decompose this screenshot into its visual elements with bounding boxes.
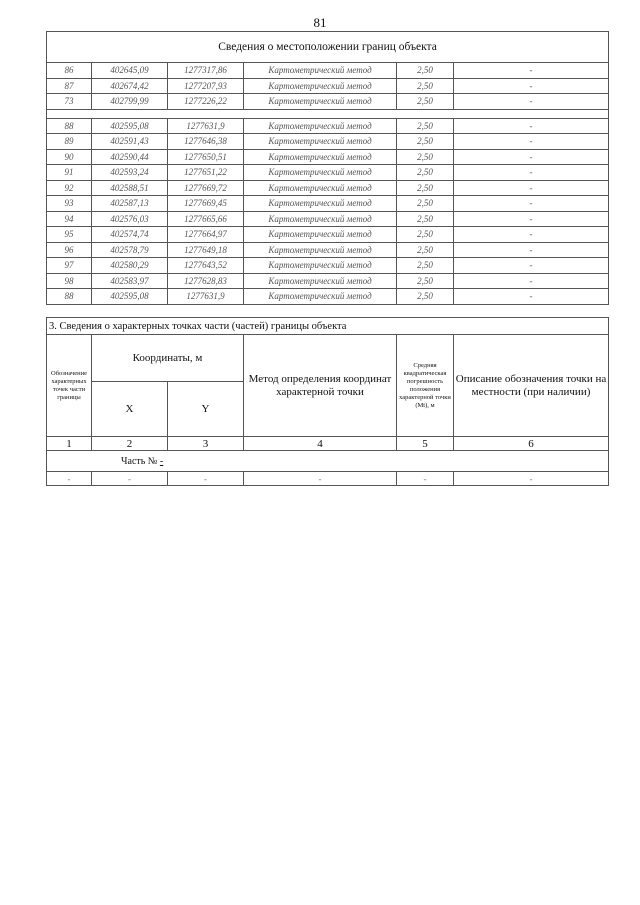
x-coordinate-cell: 402591,43 (92, 134, 168, 150)
accuracy-cell: 2,50 (397, 273, 454, 289)
header-method: Метод определения координат характерной точки (244, 335, 397, 437)
point-number-cell: 98 (47, 273, 92, 289)
description-cell: - (454, 289, 609, 305)
point-number-cell: 97 (47, 258, 92, 274)
empty-cell: - (244, 472, 397, 486)
y-coordinate-cell: 1277669,45 (168, 196, 244, 212)
description-cell: - (454, 196, 609, 212)
point-number-cell: 94 (47, 211, 92, 227)
accuracy-cell: 2,50 (397, 63, 454, 79)
description-cell: - (454, 273, 609, 289)
accuracy-cell: 2,50 (397, 258, 454, 274)
method-cell: Картометрический метод (244, 149, 397, 165)
y-coordinate-cell: 1277664,97 (168, 227, 244, 243)
y-coordinate-cell: 1277207,93 (168, 78, 244, 94)
accuracy-cell: 2,50 (397, 165, 454, 181)
method-cell: Картометрический метод (244, 227, 397, 243)
description-cell: - (454, 149, 609, 165)
method-cell: Картометрический метод (244, 78, 397, 94)
y-coordinate-cell: 1277631,9 (168, 118, 244, 134)
description-cell: - (454, 94, 609, 110)
description-cell: - (454, 242, 609, 258)
y-coordinate-cell: 1277665,66 (168, 211, 244, 227)
column-number: 3 (168, 437, 244, 451)
header-x: X (92, 382, 168, 437)
accuracy-cell: 2,50 (397, 180, 454, 196)
accuracy-cell: 2,50 (397, 211, 454, 227)
method-cell: Картометрический метод (244, 258, 397, 274)
point-number-cell: 89 (47, 134, 92, 150)
header-description: Описание обозначения точки на местности (при наличии) (454, 335, 609, 437)
method-cell: Картометрический метод (244, 94, 397, 110)
accuracy-cell: 2,50 (397, 227, 454, 243)
y-coordinate-cell: 1277317,86 (168, 63, 244, 79)
point-number-cell: 73 (47, 94, 92, 110)
part-number: - (159, 455, 164, 467)
y-coordinate-cell: 1277651,22 (168, 165, 244, 181)
x-coordinate-cell: 402645,09 (92, 63, 168, 79)
description-cell: - (454, 118, 609, 134)
method-cell: Картометрический метод (244, 180, 397, 196)
table-row (47, 134, 609, 150)
method-cell: Картометрический метод (244, 242, 397, 258)
point-number-cell: 92 (47, 180, 92, 196)
description-cell: - (454, 180, 609, 196)
method-cell: Картометрический метод (244, 211, 397, 227)
accuracy-cell: 2,50 (397, 118, 454, 134)
x-coordinate-cell: 402590,44 (92, 149, 168, 165)
method-cell: Картометрический метод (244, 165, 397, 181)
y-coordinate-cell: 1277628,83 (168, 273, 244, 289)
description-cell: - (454, 258, 609, 274)
column-number: 6 (454, 437, 609, 451)
table-row (47, 211, 609, 227)
x-coordinate-cell: 402583,97 (92, 273, 168, 289)
x-coordinate-cell: 402574,74 (92, 227, 168, 243)
part-label (47, 451, 609, 472)
table-row (47, 289, 609, 305)
table-row (47, 273, 609, 289)
point-number-cell: 90 (47, 149, 92, 165)
description-cell: - (454, 63, 609, 79)
table-row (47, 180, 609, 196)
x-coordinate-cell: 402593,24 (92, 165, 168, 181)
part-points-table (46, 317, 609, 486)
accuracy-cell: 2,50 (397, 94, 454, 110)
description-cell: - (454, 211, 609, 227)
x-coordinate-cell: 402595,08 (92, 289, 168, 305)
y-coordinate-cell: 1277631,9 (168, 289, 244, 305)
section-title: 3. Сведения о характерных точках части (частей) границы объекта (47, 318, 609, 335)
header-coordinates: Координаты, м (92, 335, 244, 382)
table-row (47, 196, 609, 212)
table-row (47, 118, 609, 134)
page-number: 81 (313, 15, 327, 30)
y-coordinate-cell: 1277226,22 (168, 94, 244, 110)
empty-cell: - (454, 472, 609, 486)
point-number-cell: 93 (47, 196, 92, 212)
column-number: 2 (92, 437, 168, 451)
x-coordinate-cell: 402595,08 (92, 118, 168, 134)
table-row (47, 149, 609, 165)
description-cell: - (454, 165, 609, 181)
point-number-cell: 95 (47, 227, 92, 243)
y-coordinate-cell: 1277669,72 (168, 180, 244, 196)
empty-cell: - (168, 472, 244, 486)
point-number-cell: 88 (47, 289, 92, 305)
accuracy-cell: 2,50 (397, 196, 454, 212)
description-cell: - (454, 227, 609, 243)
header-point: Обозначение характерных точек части границы (47, 335, 92, 437)
table-row (47, 227, 609, 243)
accuracy-cell: 2,50 (397, 78, 454, 94)
y-coordinate-cell: 1277643,52 (168, 258, 244, 274)
separator-cell (47, 109, 609, 118)
column-number: 5 (397, 437, 454, 451)
method-cell: Картометрический метод (244, 118, 397, 134)
accuracy-cell: 2,50 (397, 242, 454, 258)
method-cell: Картометрический метод (244, 196, 397, 212)
point-number-cell: 88 (47, 118, 92, 134)
empty-cell: - (397, 472, 454, 486)
accuracy-cell: 2,50 (397, 134, 454, 150)
y-coordinate-cell: 1277649,18 (168, 242, 244, 258)
method-cell: Картометрический метод (244, 63, 397, 79)
y-coordinate-cell: 1277646,38 (168, 134, 244, 150)
accuracy-cell: 2,50 (397, 289, 454, 305)
point-number-cell: 87 (47, 78, 92, 94)
y-coordinate-cell: 1277650,51 (168, 149, 244, 165)
table-row (47, 78, 609, 94)
part-label-text: Часть № (121, 455, 158, 467)
method-cell: Картометрический метод (244, 289, 397, 305)
method-cell: Картометрический метод (244, 273, 397, 289)
description-cell: - (454, 134, 609, 150)
table-row (47, 94, 609, 110)
header-accuracy: Средняя квадратическая погрешность положения характерной точки (Мt), м (397, 335, 454, 437)
point-number-cell: 86 (47, 63, 92, 79)
x-coordinate-cell: 402576,03 (92, 211, 168, 227)
x-coordinate-cell: 402799,99 (92, 94, 168, 110)
description-cell: - (454, 78, 609, 94)
table-row (47, 165, 609, 181)
table-row (47, 242, 609, 258)
empty-cell: - (92, 472, 168, 486)
x-coordinate-cell: 402674,42 (92, 78, 168, 94)
point-number-cell: 96 (47, 242, 92, 258)
column-number: 1 (47, 437, 92, 451)
x-coordinate-cell: 402580,29 (92, 258, 168, 274)
column-number: 4 (244, 437, 397, 451)
section-title: Сведения о местоположении границ объекта (47, 32, 609, 63)
empty-cell: - (47, 472, 92, 486)
header-y: Y (168, 382, 244, 437)
group-separator-row (47, 109, 609, 118)
table-row (47, 258, 609, 274)
table-row (47, 63, 609, 79)
boundary-coordinates-table (46, 31, 609, 305)
x-coordinate-cell: 402587,13 (92, 196, 168, 212)
x-coordinate-cell: 402588,51 (92, 180, 168, 196)
point-number-cell: 91 (47, 165, 92, 181)
x-coordinate-cell: 402578,79 (92, 242, 168, 258)
method-cell: Картометрический метод (244, 134, 397, 150)
accuracy-cell: 2,50 (397, 149, 454, 165)
